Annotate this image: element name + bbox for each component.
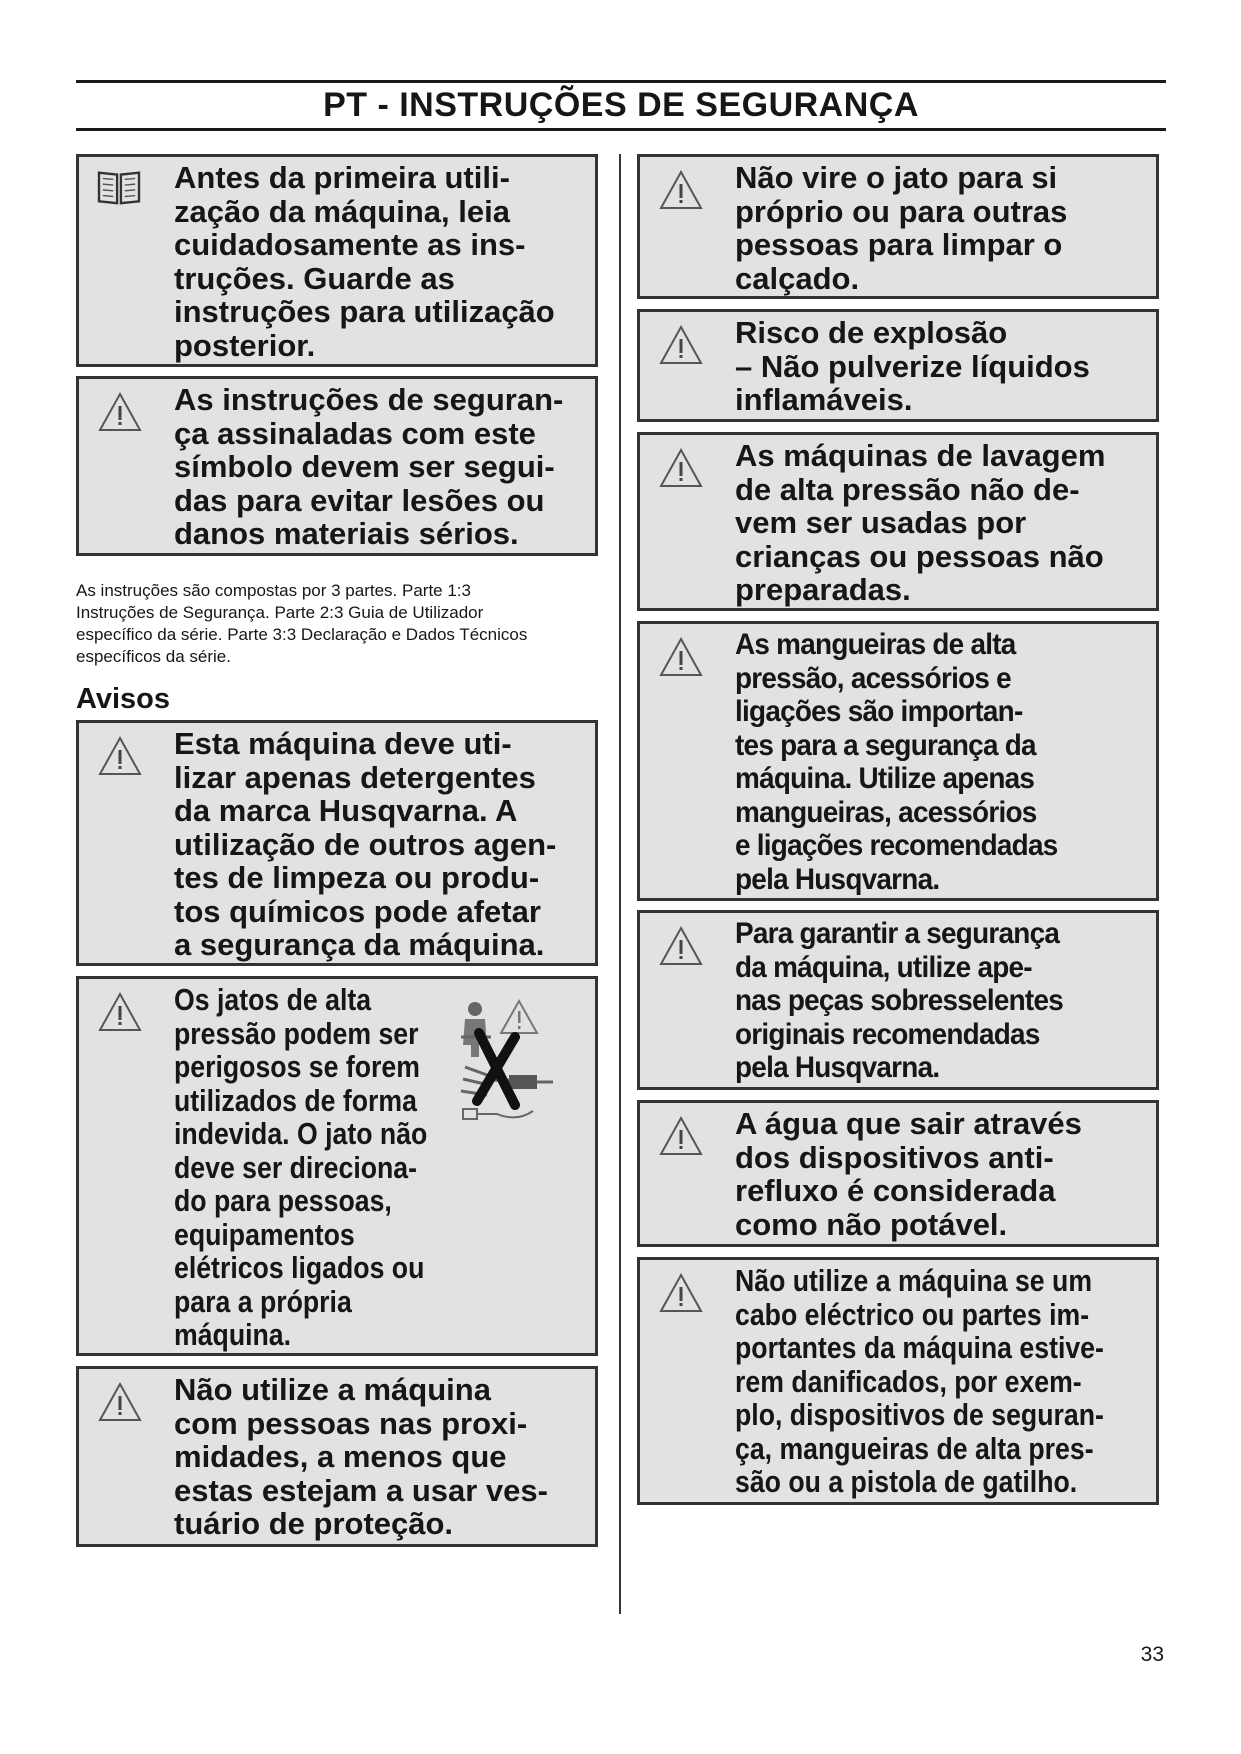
warning-text: A água que sair através dos dispositivos anti- refluxo é considerada como não potável. — [735, 1106, 1082, 1242]
warning-box — [76, 1366, 598, 1547]
warning-text: Não vire o jato para si próprio ou para outras pessoas para limpar o calçado. — [735, 160, 1068, 296]
warning-symbol-text: As instruções de seguran- ça assinaladas com este símbolo devem ser segui- das para evitar lesões ou danos materiais sérios. — [174, 382, 564, 551]
warning-box — [76, 720, 598, 966]
book-icon — [93, 167, 145, 207]
warning-box — [637, 154, 1159, 299]
page-number: 33 — [1140, 1643, 1164, 1666]
warning-text: Esta máquina deve uti- lizar apenas detergentes da marca Husqvarna. A utilização de outros agen- tes de limpeza ou produ- tos químicos pode afetar a segurança da máquina. — [174, 726, 557, 962]
warning-box — [76, 976, 598, 1356]
title-underline — [76, 128, 1166, 131]
warning-text: Os jatos de alta pressão podem ser perigosos se forem utilizados de forma indevida. O jato não deve ser direciona- do para pessoas, equipamentos elétricos ligados ou para a própria máquina. — [174, 982, 428, 1352]
warning-text: As máquinas de lavagem de alta pressão não de- vem ser usadas por crianças ou pessoas não preparadas. — [735, 438, 1106, 607]
warning-text: Risco de explosão – Não pulverize líquidos inflamáveis. — [735, 315, 1090, 417]
warning-box — [637, 910, 1159, 1090]
warning-box — [637, 621, 1159, 901]
warning-icon — [97, 991, 143, 1033]
read-manual-box — [76, 154, 598, 367]
warning-symbol-box — [76, 376, 598, 556]
warning-text: Não utilize a máquina com pessoas nas proxi- midades, a menos que estas estejam a usar ves- tuário de proteção. — [174, 1372, 548, 1541]
top-rule — [76, 80, 1166, 83]
section-heading: Avisos — [76, 683, 171, 715]
warning-icon — [97, 1381, 143, 1423]
warning-icon — [658, 324, 704, 366]
warning-icon — [658, 636, 704, 678]
warning-icon — [658, 447, 704, 489]
warning-icon — [658, 925, 704, 967]
warning-icon — [97, 391, 143, 433]
warning-icon — [97, 735, 143, 777]
warning-text: Para garantir a segurança da máquina, utilize ape- nas peças sobresselentes originais recomendadas pela Husqvarna. — [735, 917, 1063, 1084]
warning-icon — [658, 1115, 704, 1157]
column-divider — [619, 154, 621, 1614]
warning-icon — [658, 169, 704, 211]
warning-text: As mangueiras de alta pressão, acessórios e ligações são importan- tes para a segurança da máquina. Utilize apenas mangueiras, acessórios e ligações recomendadas pela Husqvarna. — [735, 628, 1058, 896]
page-title: PT - INSTRUÇÕES DE SEGURANÇA — [323, 86, 919, 124]
warning-text: Não utilize a máquina se um cabo eléctrico ou partes im- portantes da máquina estive- rem danificados, por exem- plo, dispositivos de seguran- ça, mangueiras de alta pres- são ou a pistola de gatilho. — [735, 1263, 1104, 1499]
warning-box — [637, 432, 1159, 611]
warning-box — [637, 1257, 1159, 1505]
intro-paragraph: As instruções são compostas por 3 partes. Parte 1:3 Instruções de Segurança. Parte 2:3 Guia de Utilizador específico da série. Parte 3:3 Declaração e Dados Técnicos específicos da série. — [76, 581, 528, 666]
no-spray-at-person-icon — [457, 997, 577, 1137]
warning-box — [637, 309, 1159, 422]
warning-box — [637, 1100, 1159, 1247]
read-manual-text: Antes da primeira utili- zação da máquina, leia cuidadosamente as ins- truções. Guarde as instruções para utilização posterior. — [174, 160, 555, 363]
warning-icon — [658, 1272, 704, 1314]
